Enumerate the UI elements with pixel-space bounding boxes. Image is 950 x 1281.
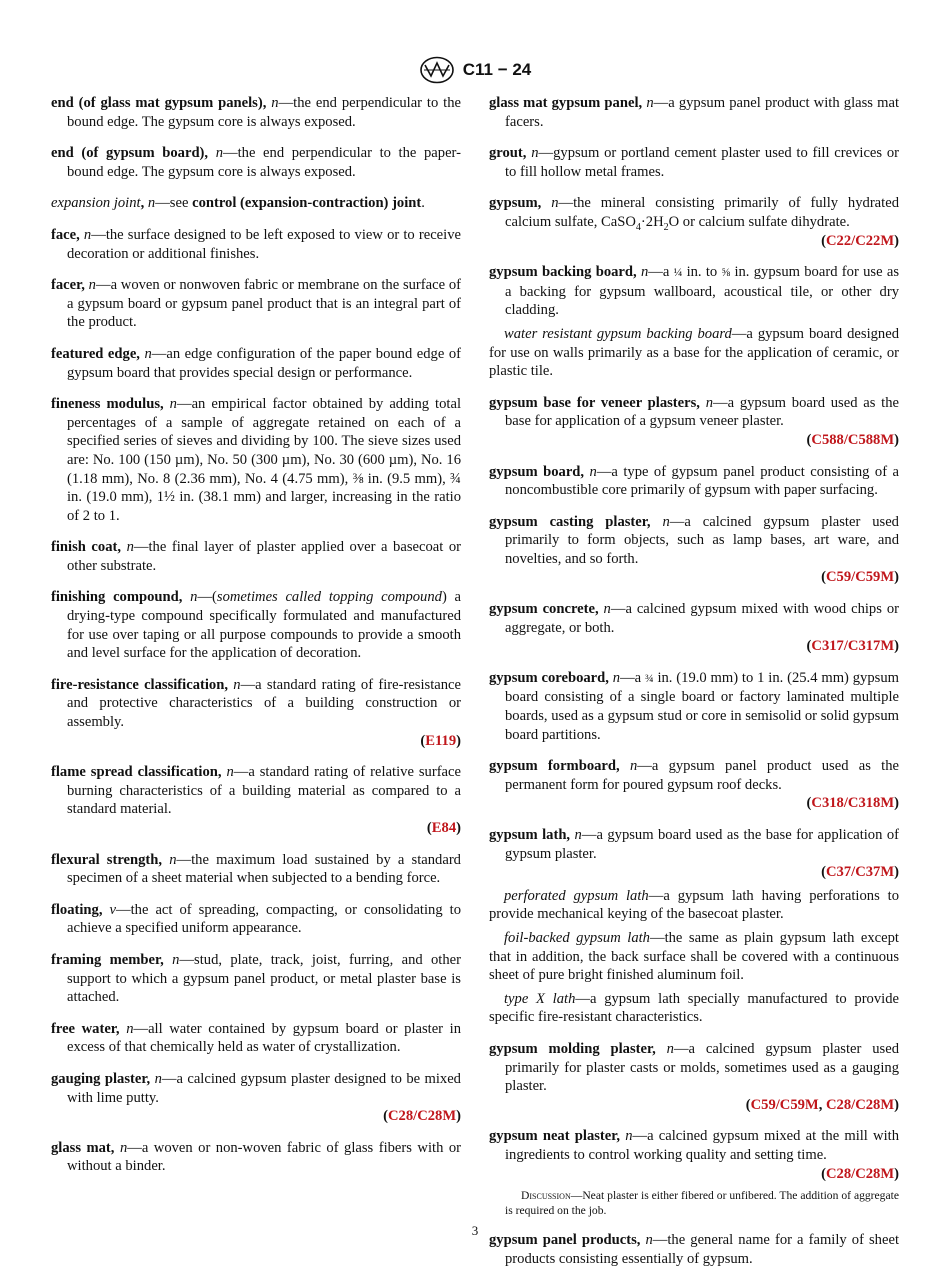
definition: —a gypsum panel product used as the permanent form for poured gypsum roof decks. — [505, 758, 899, 793]
definition: —a gypsum lath having perforations to provide mechanical keying of the basecoat plaster. — [489, 887, 899, 923]
astm-logo-icon — [419, 56, 455, 84]
definition-entry: glass mat gypsum panel, n—a gypsum panel product with glass mat facers. — [489, 95, 899, 130]
cross-reference: control (expansion-contraction) joint — [192, 195, 422, 212]
definition-entry: gypsum board, n—a type of gypsum panel product consisting of a noncombustible core primarily of gypsum with paper surfacing. — [489, 463, 900, 499]
definition: —a gypsum board used as the base for application of gypsum plaster. — [505, 827, 899, 862]
definition-entry: glass mat, n—a woven or non-woven fabric of glass fibers with or without a binder. — [51, 1139, 461, 1175]
definition: —an empirical factor obtained by adding total percentages of a sample of aggregate retained on each of a specified series of sieves and dividing by 100. The sieve sizes used are: No. 100 (150 µm), No. 50 (300 µm), No. 30 (600 µm), No. 16 (1.18 mm), No. 8 (2.36 mm), No. 4 (4.75 mm), ⅜ in. (9.5 mm), ¾ in. (19.0 mm), 1½ in. (38.1 mm) and larger, increasing in the ratio of 2 to 1. — [67, 396, 461, 524]
definition: —stud, plate, track, joist, furring, and other support to which a gypsum panel product, or metal plaster base is attached. — [67, 951, 461, 1006]
sub-definition — [489, 929, 899, 985]
definition-entry: gypsum casting plaster, n—a calcined gypsum plaster used primarily to form objects, such as lamp bases, art ware, and novelties, and so forth. (C59/C59M) — [489, 513, 899, 586]
definition-entry: gauging plaster, n—a calcined gypsum plaster designed to be mixed with lime putty. (C28/C28M) — [51, 1070, 461, 1125]
definition-entry: flexural strength, n—the maximum load sustained by a standard specimen of a sheet material when subjected to a bending force. — [51, 851, 461, 887]
standard-reference: (C28/C28M) — [383, 1108, 461, 1125]
definition-entry: grout, n—gypsum or portland cement plaster used to fill crevices or to fill hollow metal frames. — [489, 145, 899, 180]
term: expansion joint — [51, 195, 141, 212]
sub-definition — [489, 325, 899, 381]
standard-reference: (C59/C59M) — [821, 569, 899, 586]
term: type X lath — [504, 990, 576, 1007]
term: perforated gypsum lath — [504, 887, 649, 904]
reference-link[interactable]: E119 — [425, 732, 457, 749]
definition-entry: free water, n—all water contained by gypsum board or plaster in excess of that chemically held as water of crystallization. — [51, 1020, 461, 1056]
standard-reference: (C318/C318M) — [806, 795, 899, 812]
page-header — [0, 56, 950, 84]
definition-entry: end (of gypsum board), n—the end perpendicular to the paper-bound edge. The gypsum core is always exposed. — [51, 145, 461, 180]
definition-entry: gypsum base for veneer plasters, n—a gypsum board used as the base for application of a gypsum veneer plaster. (C588/C588M) — [489, 394, 899, 448]
standard-reference: (E84) — [426, 820, 461, 836]
sub-definition — [489, 990, 899, 1027]
definition: —a standard rating of relative surface burning characteristics of a building material as compared to a standard material. — [67, 764, 461, 818]
definition-entry: gypsum, n—the mineral consisting primarily of fully hydrated calcium sulfate, $CaSO_4\cdot 2H_2O$ or calcium sulfate dihydrate. (C22/C22M) — [489, 195, 899, 249]
term: grout, — [489, 145, 527, 162]
term: floating, — [51, 901, 103, 918]
definition: —the end perpendicular to the paper-bound edge. The gypsum core is always exposed. — [67, 145, 461, 180]
definition-entry: fire-resistance classification, n—a standard rating of fire-resistance and protective characteristics of a building construction or assembly. (E119) — [51, 676, 461, 749]
definition-entry: gypsum coreboard, n—a ¾ in. (19.0 mm) to 1 in. (25.4 mm) gypsum board consisting of a single board or factory laminated multiple boards, used as a gypsum stud or core in semisolid or solid gypsum board partitions. — [489, 669, 899, 743]
term: gypsum base for veneer plasters, — [489, 394, 700, 411]
definition-entry: gypsum backing board, n—a ¼ in. to ⅝ in. gypsum board for use as a backing for gypsum wallboard, acoustical tile, or other dry cladding. — [489, 264, 899, 319]
right-column — [489, 94, 899, 1281]
term: foil-backed gypsum lath — [504, 929, 650, 946]
page-number: 3 — [471, 1223, 479, 1238]
reference-link[interactable]: C59/C59M — [826, 569, 895, 586]
definition: —the act of spreading, compacting, or consolidating to achieve a specified uniform appearance. — [67, 901, 461, 937]
definition-entry: finishing compound, n—(sometimes called topping compound) a drying-type compound specifically formulated and manufactured for use over taping or all purpose compounds to provide a smooth and level surface for the application of decoration. — [51, 589, 461, 662]
sub-definition — [489, 887, 899, 924]
standard-reference: (C28/C28M) — [821, 1165, 899, 1182]
definition: —the same as plain gypsum lath except that in addition, the back surface shall be covered with a continuous sheet of pure bright finished aluminum foil. — [489, 929, 899, 984]
definition-entry: fineness modulus, n—an empirical factor obtained by adding total percentages of a sample of aggregate retained on each of a specified series of sieves and dividing by 100. The sieve sizes used are: No. 100 (150 µm), No. 50 (300 µm), No. 30 (600 µm), No. 16 (1.18 mm), No. 8 (2.36 mm), No. 4 (4.75 mm), ⅜ in. (9.5 mm), ¾ in. (19.0 mm), 1½ in. (38.1 mm) and larger, increasing in the ratio of 2 to 1. — [51, 396, 461, 524]
term: gypsum board, — [489, 463, 585, 480]
definition-entry: floating, v—the act of spreading, compacting, or consolidating to achieve a specified uniform appearance. — [51, 901, 461, 937]
definition: —a gypsum lath specially manufactured to provide specific fire-resistant characteristics. — [489, 990, 899, 1026]
standard-reference: (C317/C317M) — [806, 638, 899, 655]
term: gypsum formboard, — [489, 758, 620, 775]
term: face, — [51, 226, 80, 243]
definition: —the end perpendicular to the bound edge. The gypsum core is always exposed. — [67, 95, 461, 130]
standard-reference: (C22/C22M) — [821, 232, 899, 249]
term: glass mat, — [51, 1139, 115, 1156]
definition: —a calcined gypsum mixed with wood chips or aggregate, or both. — [505, 601, 899, 636]
definition-entry: gypsum neat plaster, n—a calcined gypsum mixed at the mill with ingredients to control working quality and setting time. (C28/C28M) — [489, 1128, 899, 1182]
reference-link[interactable]: C588/C588M — [811, 431, 895, 448]
term: finish coat, — [51, 539, 122, 556]
definition-entry: gypsum concrete, n—a calcined gypsum mixed with wood chips or aggregate, or both. (C317/C317M) — [489, 601, 899, 655]
term: featured edge, — [51, 345, 140, 362]
definition: —a gypsum board designed for use on walls primarily as a base for the application of ceramic, or plastic tile. — [489, 325, 899, 380]
definition-entry: expansion joint, n—see control (expansion-contraction) joint. — [51, 195, 425, 212]
standard-reference: (C59/C59M, C28/C28M) — [745, 1096, 899, 1113]
document-id: C11 − 24 — [462, 59, 532, 79]
definition: —a calcined gypsum plaster designed to be mixed with lime putty. — [67, 1070, 461, 1106]
definition: —the surface designed to be left exposed to view or to receive decoration or additional finishes. — [67, 226, 461, 262]
definition: —the maximum load sustained by a standard specimen of a sheet material when subjected to a bending force. — [67, 851, 461, 887]
term: gypsum concrete, — [489, 601, 599, 618]
term: facer, — [51, 277, 85, 294]
term: flame spread classification, — [51, 764, 222, 781]
definition: —a gypsum panel product with glass mat facers. — [505, 95, 899, 130]
definition: —a gypsum board used as the base for application of a gypsum veneer plaster. — [505, 394, 899, 430]
reference-link[interactable]: C28/C28M — [388, 1108, 457, 1125]
term: finishing compound, — [51, 589, 183, 606]
term: gauging plaster, — [51, 1070, 151, 1087]
definition: —all water contained by gypsum board or plaster in excess of that chemically held as water of crystallization. — [67, 1020, 461, 1056]
definition: —a calcined gypsum plaster used primarily to form objects, such as lamp bases, art ware, and novelties, and so forth. — [505, 513, 899, 567]
definition: —a woven or non-woven fabric of glass fibers with or without a binder. — [67, 1139, 461, 1175]
reference-link[interactable]: C28/C28M — [826, 1096, 895, 1113]
discussion-note: Discussion—Neat plaster is either fibered or unfibered. The addition of aggregate is required on the job. — [505, 1189, 899, 1218]
standard-reference: (C588/C588M) — [806, 431, 899, 448]
term: water resistant gypsum backing board — [504, 325, 732, 342]
term: gypsum molding plaster, — [489, 1040, 656, 1057]
definition-entry: framing member, n—stud, plate, track, joist, furring, and other support to which a gypsum panel product, or metal plaster base is attached. — [51, 951, 461, 1006]
term: free water, — [51, 1020, 120, 1037]
definition: —the general name for a family of sheet products consisting essentially of gypsum. — [505, 1232, 899, 1267]
definition: ) a drying-type compound specifically formulated and manufactured for use over taping or all purpose compounds to provide a smooth and level surface for the application of decoration. — [67, 589, 461, 662]
reference-link[interactable]: C317/C317M — [811, 638, 895, 655]
standard-reference: (E119) — [420, 732, 461, 749]
term: fineness modulus, — [51, 396, 164, 413]
term: framing member, — [51, 951, 164, 968]
definition: —a woven or nonwoven fabric or membrane on the surface of a gypsum board or gypsum panel product that is an integral part of the product. — [67, 277, 461, 331]
term: end (of glass mat gypsum panels), — [51, 95, 267, 111]
term: end (of gypsum board), — [51, 145, 209, 162]
left-column — [51, 94, 461, 1189]
reference-link[interactable]: C59/C59M — [750, 1096, 819, 1113]
definition: —an edge configuration of the paper bound edge of gypsum board that provides special design or performance. — [67, 345, 461, 381]
term: gypsum neat plaster, — [489, 1128, 621, 1145]
definition: —a calcined gypsum plaster used primarily for plaster casts or molds, sometimes used as a gauging plaster. — [505, 1040, 899, 1095]
definition: —the final layer of plaster applied over a basecoat or other substrate. — [67, 539, 462, 574]
definition-entry: face, n—the surface designed to be left exposed to view or to receive decoration or additional finishes. — [51, 226, 461, 262]
definition-entry: featured edge, n—an edge configuration of the paper bound edge of gypsum board that provides special design or performance. — [51, 345, 461, 381]
reference-link[interactable]: C28/C28M — [826, 1165, 895, 1182]
standard-reference: (C37/C37M) — [821, 864, 899, 881]
reference-link[interactable]: E84 — [431, 820, 457, 836]
definition: —a calcined gypsum mixed at the mill with ingredients to control working quality and setting time. — [505, 1128, 899, 1163]
reference-link[interactable]: C37/C37M — [826, 864, 895, 881]
reference-link[interactable]: C22/C22M — [826, 232, 895, 249]
definition-entry: gypsum formboard, n—a gypsum panel product used as the permanent form for poured gypsum roof decks. (C318/C318M) — [489, 758, 899, 812]
definition-entry: gypsum molding plaster, n—a calcined gypsum plaster used primarily for plaster casts or molds, sometimes used as a gauging plaster. (C59/C59M, C28/C28M) — [489, 1040, 899, 1113]
term: gypsum casting plaster, — [489, 513, 651, 530]
definition-entry: finish coat, n—the final layer of plaster applied over a basecoat or other substrate. — [51, 539, 462, 574]
definition-entry: facer, n—a woven or nonwoven fabric or membrane on the surface of a gypsum board or gypsum panel product that is an integral part of the product. — [51, 277, 461, 331]
term: gypsum coreboard, — [489, 669, 609, 686]
term: gypsum backing board, — [489, 264, 637, 281]
definition: —gypsum or portland cement plaster used to fill crevices or to fill hollow metal frames. — [505, 145, 899, 180]
definition: —a standard rating of fire-resistance and protective characteristics of a building construction or assembly. — [67, 676, 461, 731]
term: gypsum panel products, — [489, 1232, 641, 1249]
term: flexural strength, — [51, 851, 163, 868]
definition: —a type of gypsum panel product consisting of a noncombustible core primarily of gypsum with paper surfacing. — [505, 463, 900, 499]
reference-link[interactable]: C318/C318M — [811, 795, 895, 812]
term: fire-resistance classification, — [51, 676, 228, 693]
definition-entry: gypsum panel products, n—the general name for a family of sheet products consisting essentially of gypsum. — [489, 1232, 899, 1267]
definition-entry: end (of glass mat gypsum panels), n—the end perpendicular to the bound edge. The gypsum core is always exposed. — [51, 95, 461, 130]
term: gypsum lath, — [489, 827, 571, 843]
definition-entry: gypsum lath, n—a gypsum board used as the base for application of gypsum plaster. (C37/C37M) — [489, 827, 899, 881]
term: gypsum, — [489, 195, 542, 212]
term: glass mat gypsum panel, — [489, 95, 643, 111]
definition-entry: flame spread classification, n—a standard rating of relative surface burning characteristics of a building material as compared to a standard material. (E84) — [51, 764, 461, 836]
